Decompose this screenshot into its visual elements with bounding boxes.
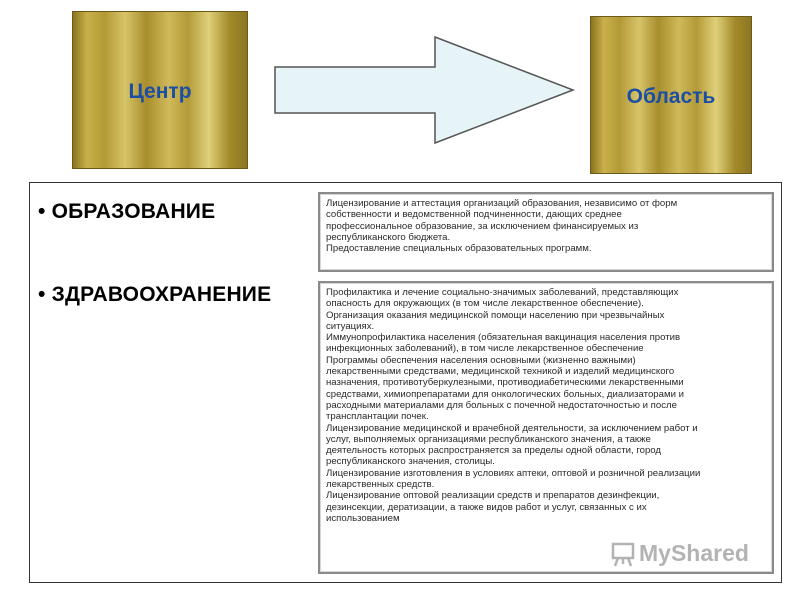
bullet-health: • ЗДРАВООХРАНЕНИЕ: [38, 283, 272, 306]
right-arrow-icon: [270, 34, 580, 146]
text-line: Лицензирование изготовления в условиях аптеки, оптовой и розничной реализации: [326, 467, 701, 479]
region-label: Область: [626, 85, 716, 108]
text-line: Лицензирование медицинской и врачебной деятельности, за исключением работ и: [326, 422, 698, 434]
presentation-board-icon: [610, 541, 636, 567]
text-line: Профилактика и лечение социально-значимых заболеваний, представляющих: [326, 287, 679, 298]
text-line: услуг, выполняемых организациями республиканского значения, а также: [326, 433, 651, 445]
text-line: республиканского значения, столицы.: [326, 456, 495, 468]
text-line: инфекционных заболеваний), в том числе лекарственное обеспечение: [326, 343, 644, 355]
text-line: трансплантации почек.: [326, 411, 429, 423]
text-line: деятельность которых распространяется за пределы одной области, город: [326, 445, 662, 457]
text-line: дезинсекции, дератизации, а также видов работ и услуг, связанных с их: [326, 501, 647, 513]
region-box: [590, 16, 752, 174]
text-line: лекарственными средствами, медицинской техникой и изделий медицинского: [326, 366, 675, 378]
text-line: Предоставление специальных образовательных программ.: [326, 243, 592, 255]
center-box: [72, 11, 248, 169]
text-line: Лицензирование оптовой реализации средств и препаратов дезинфекции,: [326, 490, 660, 502]
text-line: лекарственных средств.: [326, 479, 435, 491]
text-line: Иммунопрофилактика населения (обязательная вакцинация населения против: [326, 332, 681, 344]
text-line: назначения, противотуберкулезными, противодиабетическими лекарственными: [326, 377, 684, 389]
text-line: опасность для окружающих (в том числе лекарственное обеспечение).: [326, 298, 644, 310]
text-line: профессиональное образование, за исключением финансируемых из: [326, 220, 639, 232]
watermark: [610, 540, 749, 567]
text-line: собственности и ведомственной подчиненности, дающих среднее: [326, 209, 622, 221]
watermark-text: MyShared: [639, 540, 749, 566]
text-line: расходными материалами для больных с почечной недостаточностью и после: [326, 399, 677, 411]
education-text-box: [318, 192, 774, 272]
text-line: ситуациях.: [326, 320, 375, 332]
text-line: Лицензирование и аттестация организаций образования, независимо от форм: [326, 198, 678, 209]
text-line: Программы обеспечения населения основными (жизненно важными): [326, 354, 636, 366]
text-line: средствами, химиопрепаратами для онкологических больных, диализаторами и: [326, 388, 684, 400]
bullet-education: • ОБРАЗОВАНИЕ: [38, 200, 216, 223]
text-line: использованием: [326, 512, 400, 524]
text-line: республиканского бюджета.: [326, 231, 451, 243]
text-line: Организация оказания медицинской помощи населению при чрезвычайных: [326, 309, 665, 321]
center-label: Центр: [128, 80, 192, 103]
health-text-box: [318, 281, 774, 574]
